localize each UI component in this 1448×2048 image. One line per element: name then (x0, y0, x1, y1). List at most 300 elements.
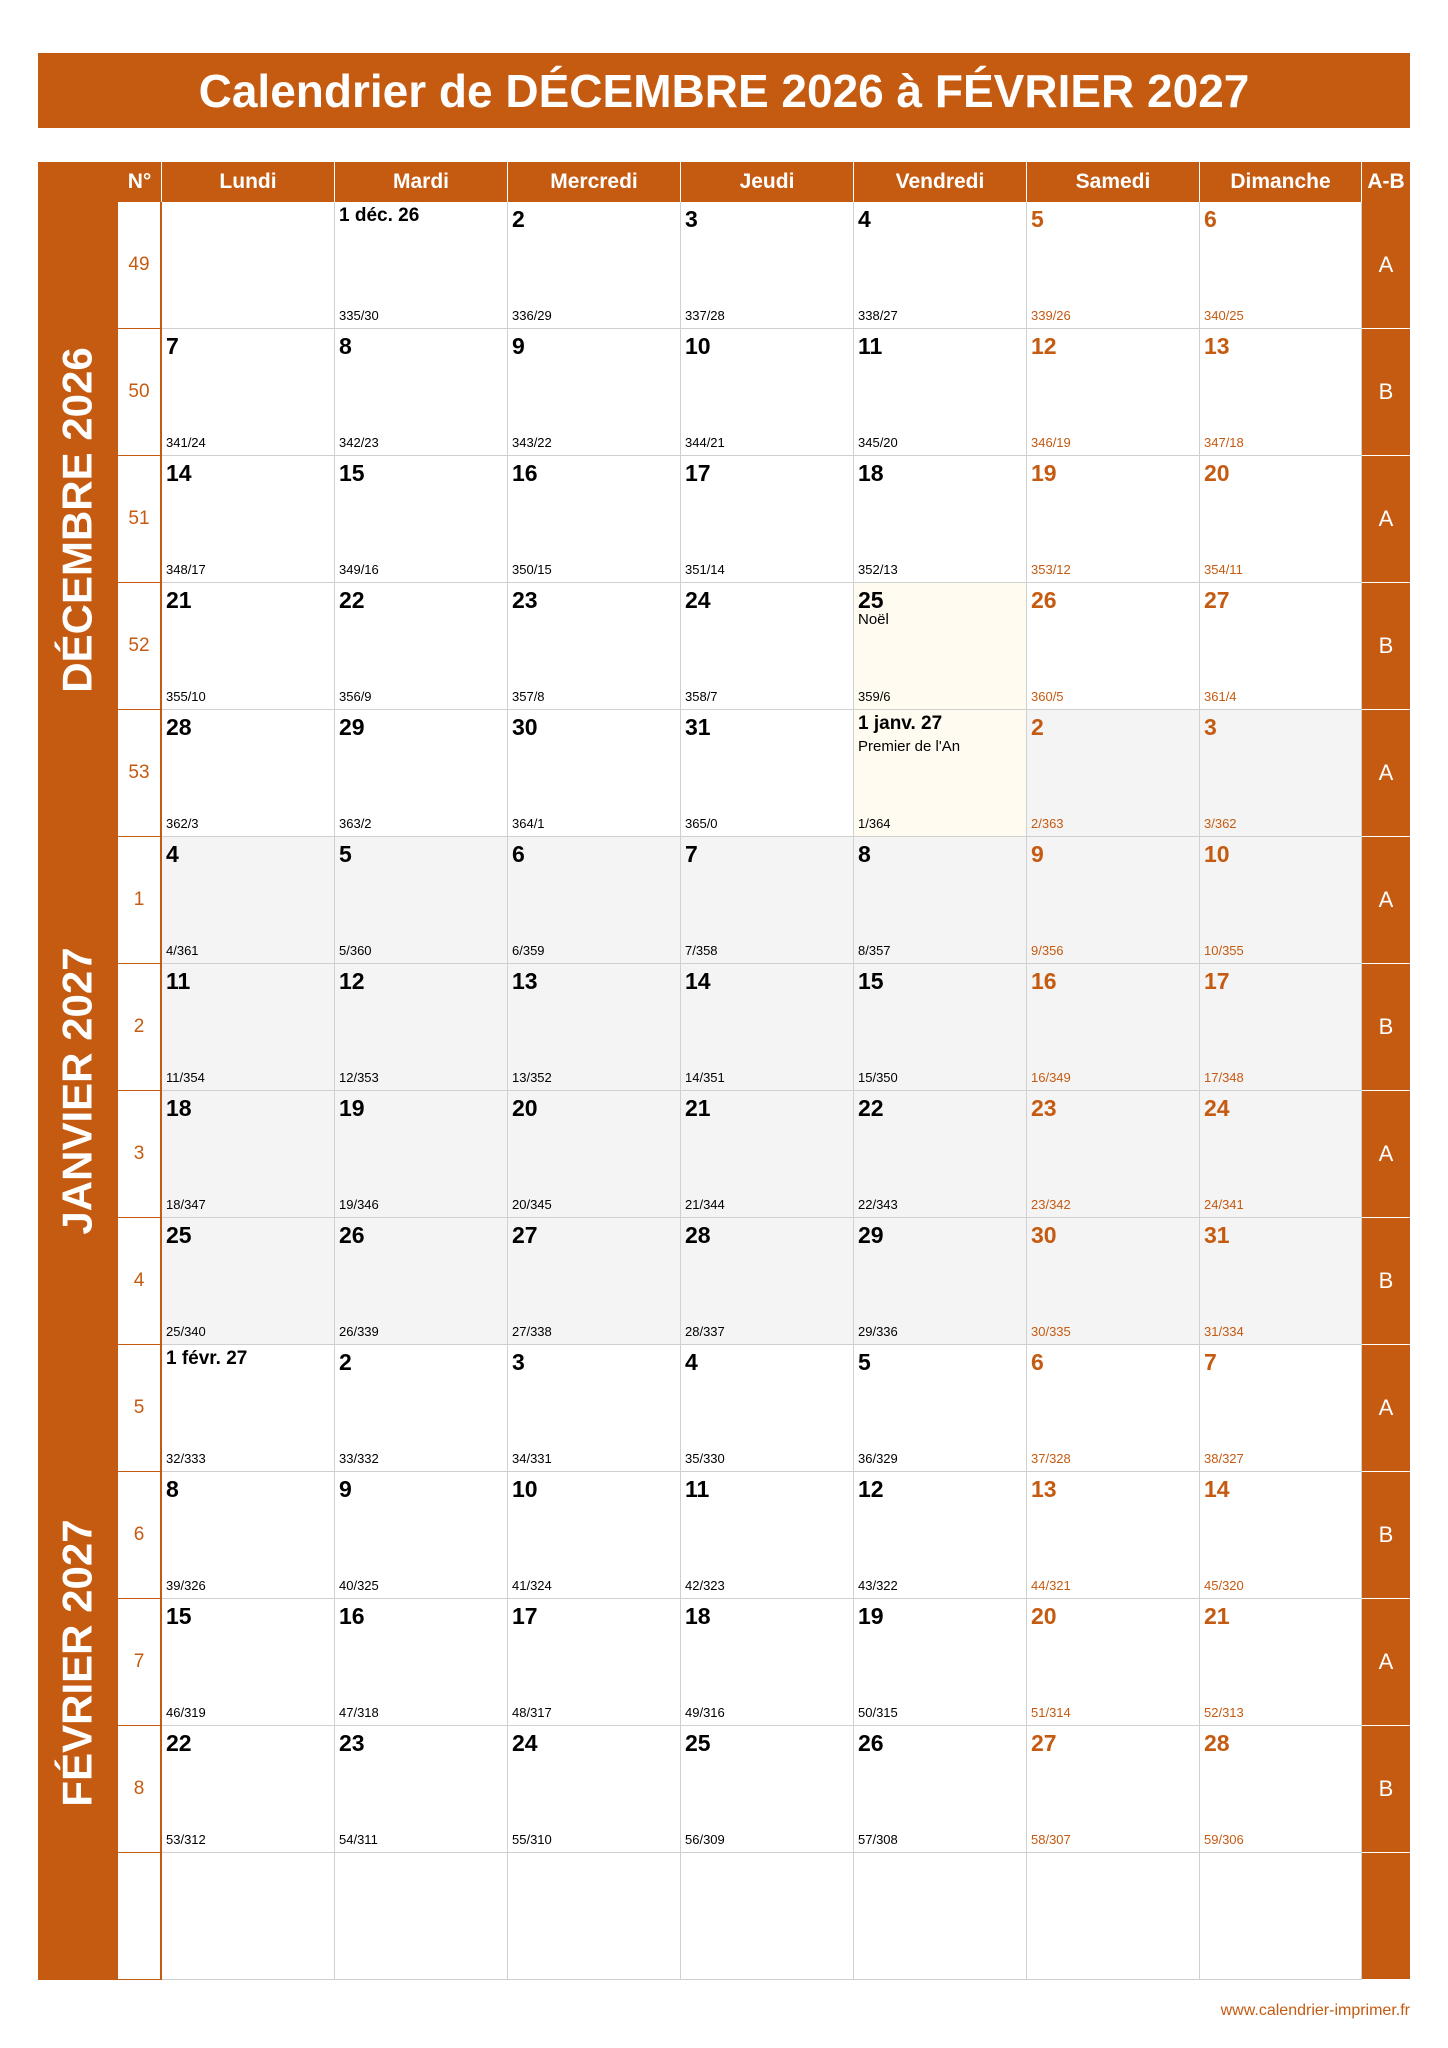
day-count: 39/326 (166, 1578, 206, 1593)
day-number: 30 (512, 714, 538, 740)
day-count: 16/349 (1031, 1070, 1071, 1085)
day-count: 365/0 (685, 816, 718, 831)
day-number: 28 (166, 714, 192, 740)
day-number: 22 (339, 587, 365, 613)
day-number: 17 (685, 460, 711, 486)
day-count: 35/330 (685, 1451, 725, 1466)
day-cell[interactable] (1027, 1726, 1200, 1853)
ab-label: A (1362, 1345, 1410, 1472)
day-count: 358/7 (685, 689, 718, 704)
ab-label: A (1362, 1091, 1410, 1218)
day-cell[interactable] (335, 1599, 508, 1726)
day-number: 4 (685, 1349, 698, 1375)
day-cell[interactable] (1200, 710, 1362, 837)
day-cell[interactable] (162, 1091, 335, 1218)
day-count: 363/2 (339, 816, 372, 831)
month-column (38, 162, 118, 1980)
day-cell[interactable] (854, 1091, 1027, 1218)
calendar-grid (38, 162, 1410, 1980)
ab-label: B (1362, 964, 1410, 1091)
day-count: 32/333 (166, 1451, 206, 1466)
day-count: 46/319 (166, 1705, 206, 1720)
day-number: 3 (512, 1349, 525, 1375)
day-cell[interactable] (162, 1599, 335, 1726)
day-number: 19 (858, 1603, 884, 1629)
day-cell[interactable] (854, 1472, 1027, 1599)
day-number: 27 (1031, 1730, 1057, 1756)
day-number: 10 (1204, 841, 1230, 867)
day-number: 3 (1204, 714, 1217, 740)
day-count: 28/337 (685, 1324, 725, 1339)
day-number: 2 (339, 1349, 352, 1375)
holiday-label: Premier de l'An (858, 738, 961, 755)
day-number: 1 janv. 27 (858, 713, 943, 734)
day-cell[interactable] (508, 964, 681, 1091)
day-count: 14/351 (685, 1070, 725, 1085)
day-count: 45/320 (1204, 1578, 1244, 1593)
day-number: 24 (512, 1730, 538, 1756)
day-cell[interactable] (335, 456, 508, 583)
day-cell[interactable] (1027, 456, 1200, 583)
day-number: 21 (685, 1095, 711, 1121)
day-number: 11 (685, 1476, 710, 1502)
day-number: 4 (166, 841, 179, 867)
week-number: 51 (118, 456, 162, 583)
day-number: 15 (339, 460, 365, 486)
day-count: 41/324 (512, 1578, 552, 1593)
week-number (118, 1853, 162, 1980)
day-cell[interactable] (162, 1345, 335, 1472)
day-cell[interactable] (854, 1853, 1027, 1980)
day-count: 341/24 (166, 435, 206, 450)
day-cell[interactable] (508, 1853, 681, 1980)
day-count: 52/313 (1204, 1705, 1244, 1720)
day-count: 38/327 (1204, 1451, 1244, 1466)
day-cell[interactable] (508, 837, 681, 964)
day-cell[interactable] (854, 964, 1027, 1091)
day-cell[interactable] (508, 202, 681, 329)
day-count: 17/348 (1204, 1070, 1244, 1085)
header-day: Lundi (162, 162, 335, 202)
day-cell[interactable] (1027, 1345, 1200, 1472)
day-cell[interactable] (1200, 456, 1362, 583)
day-number: 15 (858, 968, 884, 994)
day-count: 347/18 (1204, 435, 1244, 450)
day-cell[interactable] (162, 1726, 335, 1853)
day-count: 40/325 (339, 1578, 379, 1593)
day-number: 21 (166, 587, 192, 613)
ab-label (1362, 1853, 1410, 1980)
day-count: 57/308 (858, 1832, 898, 1847)
day-cell[interactable] (1027, 837, 1200, 964)
day-count: 49/316 (685, 1705, 725, 1720)
day-cell[interactable] (1027, 1599, 1200, 1726)
day-cell[interactable] (335, 710, 508, 837)
day-cell[interactable] (1200, 1853, 1362, 1980)
day-count: 1/364 (858, 816, 891, 831)
day-number: 25 (858, 587, 884, 613)
ab-label: B (1362, 329, 1410, 456)
day-cell[interactable] (1200, 1472, 1362, 1599)
day-number: 16 (512, 460, 538, 486)
day-cell[interactable] (681, 1472, 854, 1599)
day-count: 336/29 (512, 308, 552, 323)
day-number: 10 (512, 1476, 538, 1502)
day-cell[interactable] (1200, 1599, 1362, 1726)
day-number: 27 (1204, 587, 1230, 613)
day-cell[interactable] (681, 964, 854, 1091)
day-cell[interactable] (508, 710, 681, 837)
day-count: 348/17 (166, 562, 206, 577)
day-cell[interactable] (854, 837, 1027, 964)
day-count: 51/314 (1031, 1705, 1071, 1720)
day-number: 20 (512, 1095, 538, 1121)
day-cell[interactable] (335, 1345, 508, 1472)
day-cell[interactable] (162, 1472, 335, 1599)
day-count: 26/339 (339, 1324, 379, 1339)
month-label-text: FÉVRIER 2027 (54, 1518, 102, 1807)
month-label (38, 1345, 118, 1980)
day-count: 343/22 (512, 435, 552, 450)
day-cell[interactable] (681, 710, 854, 837)
header-day: Jeudi (681, 162, 854, 202)
day-cell[interactable] (1027, 1853, 1200, 1980)
day-cell[interactable] (1027, 202, 1200, 329)
day-number: 6 (1031, 1349, 1044, 1375)
day-number: 6 (512, 841, 525, 867)
day-number: 24 (1204, 1095, 1230, 1121)
day-cell[interactable] (681, 329, 854, 456)
day-count: 31/334 (1204, 1324, 1244, 1339)
day-count: 11/354 (166, 1070, 205, 1085)
day-number: 12 (1031, 333, 1057, 359)
day-number: 9 (1031, 841, 1044, 867)
day-cell[interactable] (854, 1218, 1027, 1345)
day-cell[interactable] (854, 456, 1027, 583)
day-number: 14 (685, 968, 711, 994)
day-count: 351/14 (685, 562, 725, 577)
day-count: 340/25 (1204, 308, 1244, 323)
day-number: 7 (1204, 1349, 1217, 1375)
header-day: Mercredi (508, 162, 681, 202)
day-number: 16 (339, 1603, 365, 1629)
day-cell[interactable] (162, 710, 335, 837)
day-cell[interactable] (335, 583, 508, 710)
day-cell[interactable] (335, 964, 508, 1091)
day-number: 24 (685, 587, 711, 613)
day-number: 29 (339, 714, 365, 740)
day-cell[interactable] (335, 202, 508, 329)
day-cell[interactable] (162, 456, 335, 583)
day-count: 55/310 (512, 1832, 552, 1847)
day-number: 6 (1204, 206, 1217, 232)
day-cell[interactable] (1027, 964, 1200, 1091)
day-number: 28 (1204, 1730, 1230, 1756)
day-cell[interactable] (335, 837, 508, 964)
day-number: 1 févr. 27 (166, 1348, 248, 1369)
day-count: 30/335 (1031, 1324, 1071, 1339)
day-cell[interactable] (681, 1218, 854, 1345)
day-number: 1 déc. 26 (339, 205, 420, 226)
day-cell[interactable] (681, 583, 854, 710)
day-cell[interactable] (1200, 329, 1362, 456)
day-cell[interactable] (854, 710, 1027, 837)
day-count: 355/10 (166, 689, 206, 704)
day-number: 7 (685, 841, 698, 867)
week-number: 1 (118, 837, 162, 964)
day-cell[interactable] (162, 837, 335, 964)
day-number: 15 (166, 1603, 192, 1629)
day-cell[interactable] (508, 1091, 681, 1218)
day-cell[interactable] (681, 1091, 854, 1218)
day-count: 29/336 (858, 1324, 898, 1339)
day-count: 56/309 (685, 1832, 725, 1847)
ab-label: A (1362, 710, 1410, 837)
day-cell[interactable] (681, 1853, 854, 1980)
day-number: 10 (685, 333, 711, 359)
week-number: 8 (118, 1726, 162, 1853)
day-count: 354/11 (1204, 562, 1243, 577)
day-number: 20 (1031, 1603, 1057, 1629)
day-count: 337/28 (685, 308, 725, 323)
day-count: 37/328 (1031, 1451, 1071, 1466)
month-label (38, 202, 118, 837)
day-cell[interactable] (335, 1091, 508, 1218)
ab-label: A (1362, 837, 1410, 964)
day-count: 357/8 (512, 689, 545, 704)
day-count: 47/318 (339, 1705, 379, 1720)
day-number: 31 (1204, 1222, 1230, 1248)
day-number: 13 (1031, 1476, 1057, 1502)
day-number: 17 (1204, 968, 1230, 994)
day-number: 27 (512, 1222, 538, 1248)
day-cell[interactable] (681, 1345, 854, 1472)
day-number: 30 (1031, 1222, 1057, 1248)
day-cell[interactable] (508, 1345, 681, 1472)
day-cell[interactable] (508, 1472, 681, 1599)
day-count: 342/23 (339, 435, 379, 450)
day-cell[interactable] (1027, 710, 1200, 837)
day-number: 11 (166, 968, 191, 994)
day-cell[interactable] (162, 964, 335, 1091)
day-number: 29 (858, 1222, 884, 1248)
day-cell[interactable] (508, 329, 681, 456)
day-number: 13 (512, 968, 538, 994)
day-count: 5/360 (339, 943, 372, 958)
footer-url[interactable]: www.calendrier-imprimer.fr (1220, 2002, 1410, 2019)
day-cell[interactable] (1027, 329, 1200, 456)
day-cell[interactable] (1200, 964, 1362, 1091)
day-cell[interactable] (681, 1599, 854, 1726)
day-cell[interactable] (854, 1345, 1027, 1472)
day-count: 54/311 (339, 1832, 378, 1847)
day-count: 339/26 (1031, 308, 1071, 323)
day-count: 22/343 (858, 1197, 898, 1212)
day-number: 18 (166, 1095, 192, 1121)
day-cell[interactable] (162, 329, 335, 456)
day-cell[interactable] (854, 1599, 1027, 1726)
day-cell[interactable] (508, 1726, 681, 1853)
day-count: 346/19 (1031, 435, 1071, 450)
day-number: 26 (339, 1222, 365, 1248)
month-label (38, 837, 118, 1345)
day-number: 16 (1031, 968, 1057, 994)
day-number: 26 (858, 1730, 884, 1756)
day-count: 364/1 (512, 816, 545, 831)
day-count: 59/306 (1204, 1832, 1244, 1847)
day-number: 5 (339, 841, 352, 867)
day-number: 9 (339, 1476, 352, 1502)
day-count: 9/356 (1031, 943, 1064, 958)
ab-label: B (1362, 1726, 1410, 1853)
day-cell[interactable] (1027, 1472, 1200, 1599)
day-count: 350/15 (512, 562, 552, 577)
day-cell[interactable] (1200, 1345, 1362, 1472)
day-count: 42/323 (685, 1578, 725, 1593)
day-cell[interactable] (1027, 1218, 1200, 1345)
day-count: 27/338 (512, 1324, 552, 1339)
day-number: 22 (166, 1730, 192, 1756)
day-count: 2/363 (1031, 816, 1064, 831)
day-count: 53/312 (166, 1832, 206, 1847)
header-day: Samedi (1027, 162, 1200, 202)
day-count: 50/315 (858, 1705, 898, 1720)
month-label-text: DÉCEMBRE 2026 (54, 346, 101, 693)
day-number: 23 (339, 1730, 365, 1756)
day-cell[interactable] (508, 1218, 681, 1345)
day-count: 58/307 (1031, 1832, 1071, 1847)
day-count: 10/355 (1204, 943, 1244, 958)
day-number: 12 (339, 968, 365, 994)
day-cell[interactable] (681, 456, 854, 583)
day-count: 25/340 (166, 1324, 206, 1339)
day-number: 14 (166, 460, 192, 486)
day-cell[interactable] (335, 1853, 508, 1980)
ab-label: A (1362, 202, 1410, 329)
holiday-label: Noël (858, 611, 889, 628)
week-number: 7 (118, 1599, 162, 1726)
ab-label: A (1362, 456, 1410, 583)
day-count: 13/352 (512, 1070, 552, 1085)
day-cell[interactable] (1200, 1218, 1362, 1345)
day-number: 18 (685, 1603, 711, 1629)
day-cell[interactable] (335, 1472, 508, 1599)
day-count: 15/350 (858, 1070, 898, 1085)
day-cell[interactable] (1027, 583, 1200, 710)
day-count: 19/346 (339, 1197, 379, 1212)
day-cell[interactable] (854, 202, 1027, 329)
day-cell[interactable] (508, 583, 681, 710)
day-number: 5 (858, 1349, 871, 1375)
day-number: 18 (858, 460, 884, 486)
day-cell[interactable] (1200, 837, 1362, 964)
day-count: 345/20 (858, 435, 898, 450)
day-number: 11 (858, 333, 883, 359)
day-count: 353/12 (1031, 562, 1071, 577)
day-number: 19 (339, 1095, 365, 1121)
day-number: 26 (1031, 587, 1057, 613)
day-count: 34/331 (512, 1451, 552, 1466)
day-count: 360/5 (1031, 689, 1064, 704)
day-cell[interactable] (1200, 202, 1362, 329)
page-title: Calendrier de DÉCEMBRE 2026 à FÉVRIER 2027 (38, 53, 1410, 128)
day-number: 13 (1204, 333, 1230, 359)
day-cell[interactable] (681, 837, 854, 964)
day-count: 7/358 (685, 943, 718, 958)
week-number: 53 (118, 710, 162, 837)
day-count: 4/361 (166, 943, 199, 958)
day-number: 7 (166, 333, 179, 359)
day-number: 20 (1204, 460, 1230, 486)
day-number: 28 (685, 1222, 711, 1248)
day-count: 338/27 (858, 308, 898, 323)
day-number: 3 (685, 206, 698, 232)
day-number: 14 (1204, 1476, 1230, 1502)
day-cell[interactable] (1200, 1726, 1362, 1853)
day-number: 2 (1031, 714, 1044, 740)
day-count: 344/21 (685, 435, 725, 450)
day-number: 12 (858, 1476, 884, 1502)
day-cell[interactable] (854, 1726, 1027, 1853)
day-count: 362/3 (166, 816, 199, 831)
day-cell[interactable] (508, 456, 681, 583)
day-count: 43/322 (858, 1578, 898, 1593)
week-number: 4 (118, 1218, 162, 1345)
day-count: 349/16 (339, 562, 379, 577)
day-count: 359/6 (858, 689, 891, 704)
header-day: Dimanche (1200, 162, 1362, 202)
day-count: 12/353 (339, 1070, 379, 1085)
day-cell[interactable] (681, 1726, 854, 1853)
day-cell[interactable] (335, 1218, 508, 1345)
day-number: 21 (1204, 1603, 1230, 1629)
ab-label: B (1362, 1218, 1410, 1345)
week-number: 50 (118, 329, 162, 456)
week-number: 3 (118, 1091, 162, 1218)
day-number: 31 (685, 714, 711, 740)
day-cell[interactable] (162, 1853, 335, 1980)
day-cell[interactable] (508, 1599, 681, 1726)
day-cell[interactable] (162, 202, 335, 329)
day-count: 20/345 (512, 1197, 552, 1212)
day-number: 8 (858, 841, 871, 867)
day-count: 361/4 (1204, 689, 1237, 704)
day-cell[interactable] (1200, 583, 1362, 710)
header-week-number: N° (118, 162, 162, 202)
day-cell[interactable] (1200, 1091, 1362, 1218)
day-count: 352/13 (858, 562, 898, 577)
day-count: 48/317 (512, 1705, 552, 1720)
day-count: 23/342 (1031, 1197, 1071, 1212)
day-count: 18/347 (166, 1197, 206, 1212)
day-count: 24/341 (1204, 1197, 1244, 1212)
day-count: 6/359 (512, 943, 545, 958)
day-cell[interactable] (681, 202, 854, 329)
day-number: 8 (166, 1476, 179, 1502)
day-cell[interactable] (854, 583, 1027, 710)
day-cell[interactable] (162, 1218, 335, 1345)
day-number: 5 (1031, 206, 1044, 232)
day-cell[interactable] (854, 329, 1027, 456)
day-cell[interactable] (335, 329, 508, 456)
day-number: 23 (512, 587, 538, 613)
ab-label: A (1362, 1599, 1410, 1726)
week-number: 49 (118, 202, 162, 329)
day-cell[interactable] (162, 583, 335, 710)
day-cell[interactable] (1027, 1091, 1200, 1218)
day-number: 19 (1031, 460, 1057, 486)
day-cell[interactable] (335, 1726, 508, 1853)
